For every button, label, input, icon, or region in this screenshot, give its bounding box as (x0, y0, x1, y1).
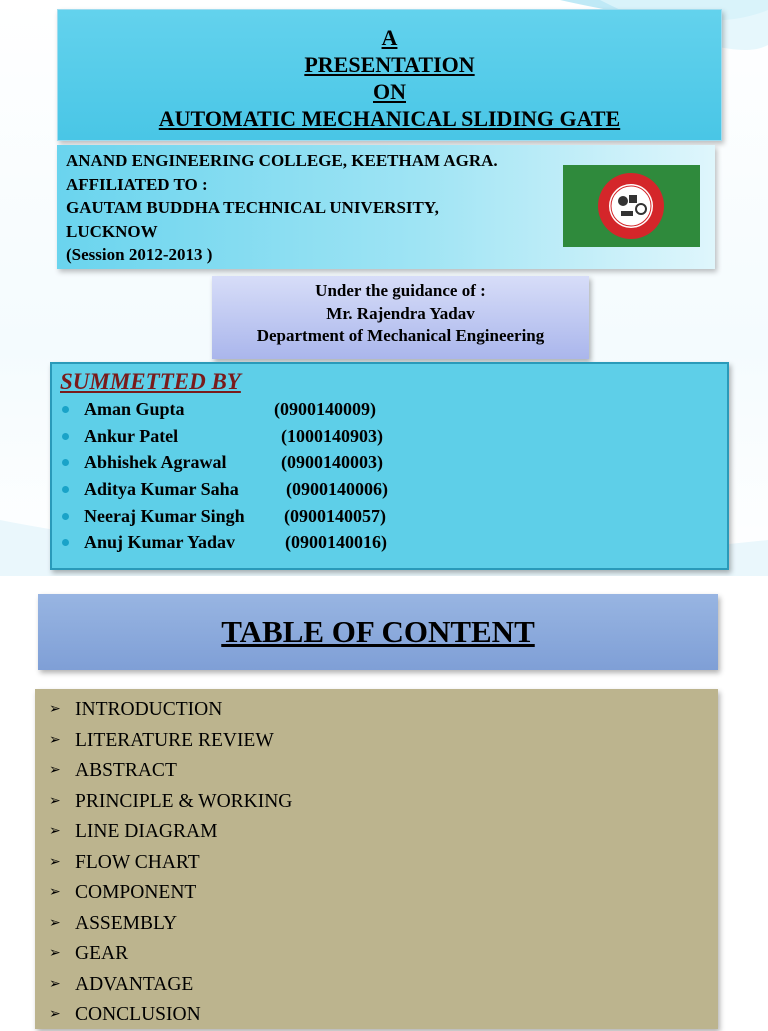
member-name: Aditya Kumar Saha (84, 479, 239, 500)
toc-item: ➢ CONCLUSION (49, 1000, 718, 1031)
toc-item: ➢ ADVANTAGE (49, 970, 718, 1001)
member-name: Aman Gupta (84, 399, 185, 419)
toc-list (35, 689, 718, 1029)
university-city: LUCKNOW (66, 221, 158, 241)
member-name: Neeraj Kumar Singh (84, 505, 245, 526)
member-roll: (0900140016) (285, 532, 387, 553)
toc-item: ➢ GEAR (49, 939, 718, 970)
member-roll: (0900140003) (281, 452, 383, 473)
guidance-box (212, 276, 589, 359)
member-roll: (1000140903) (281, 425, 383, 446)
member-roll: (0900140057) (284, 505, 386, 526)
member-roll: (0900140006) (286, 479, 388, 500)
bullet-icon (62, 406, 69, 413)
arrow-bullet-icon: ➢ (49, 763, 61, 778)
presentation-title-box (57, 9, 722, 141)
toc-item: ➢ LINE DIAGRAM (49, 817, 718, 848)
arrow-bullet-icon: ➢ (49, 824, 61, 839)
member-name: Abhishek Agrawal (84, 452, 227, 473)
submitted-by-box (50, 362, 729, 570)
arrow-bullet-icon: ➢ (49, 702, 61, 717)
university-name: GAUTAM BUDDHA TECHNICAL UNIVERSITY, (66, 198, 439, 217)
arrow-bullet-icon: ➢ (49, 854, 61, 870)
bullet-icon (62, 459, 69, 466)
guidance-label: Under the guidance of : (315, 281, 486, 300)
toc-item: ➢ ABSTRACT (49, 756, 718, 787)
toc-item: ➢ COMPONENT (49, 878, 718, 909)
session-text: (Session 2012-2013 ) (66, 245, 213, 264)
title-line-topic: AUTOMATIC MECHANICAL SLIDING GATE (158, 106, 621, 131)
toc-item: ➢ PRINCIPLE & WORKING (49, 787, 718, 818)
toc-item: ➢ LITERATURE REVIEW (49, 726, 718, 757)
submitted-by-heading: SUMMETTED BY (60, 369, 241, 394)
college-seal-icon (563, 165, 700, 247)
member-item (60, 503, 727, 530)
toc-title-box (38, 594, 718, 670)
college-logo (563, 165, 700, 247)
arrow-bullet-icon: ➢ (49, 732, 61, 748)
guide-name: Mr. Rajendra Yadav (326, 303, 475, 323)
title-line-on: ON (373, 79, 406, 104)
guide-department: Department of Mechanical Engineering (256, 326, 545, 345)
member-name: Ankur Patel (84, 425, 179, 446)
bullet-icon (62, 539, 69, 546)
member-name: Anuj Kumar Yadav (84, 532, 236, 553)
member-item (60, 529, 727, 556)
affiliation-label: AFFILIATED TO : (66, 174, 208, 194)
member-item (60, 423, 727, 450)
toc-slide (0, 576, 768, 1024)
arrow-bullet-icon: ➢ (49, 976, 61, 992)
toc-item: ➢ ASSEMBLY (49, 909, 718, 940)
member-item (60, 396, 727, 423)
member-item (60, 476, 727, 503)
bullet-icon (62, 513, 69, 520)
bullet-icon (62, 433, 69, 440)
college-name: ANAND ENGINEERING COLLEGE, KEETHAM AGRA. (66, 151, 498, 170)
member-item (60, 449, 727, 476)
arrow-bullet-icon: ➢ (49, 1007, 61, 1022)
arrow-bullet-icon: ➢ (49, 915, 61, 931)
arrow-bullet-icon: ➢ (49, 946, 61, 961)
toc-title: TABLE OF CONTENT (221, 614, 535, 649)
toc-item: ➢ INTRODUCTION (49, 695, 718, 726)
arrow-bullet-icon: ➢ (49, 885, 61, 900)
arrow-bullet-icon: ➢ (49, 793, 61, 809)
bullet-icon (62, 486, 69, 493)
title-line-presentation: PRESENTATION (304, 52, 475, 77)
title-line-a: A (381, 25, 398, 50)
member-roll: (0900140009) (274, 399, 376, 419)
toc-item: ➢ FLOW CHART (49, 848, 718, 879)
